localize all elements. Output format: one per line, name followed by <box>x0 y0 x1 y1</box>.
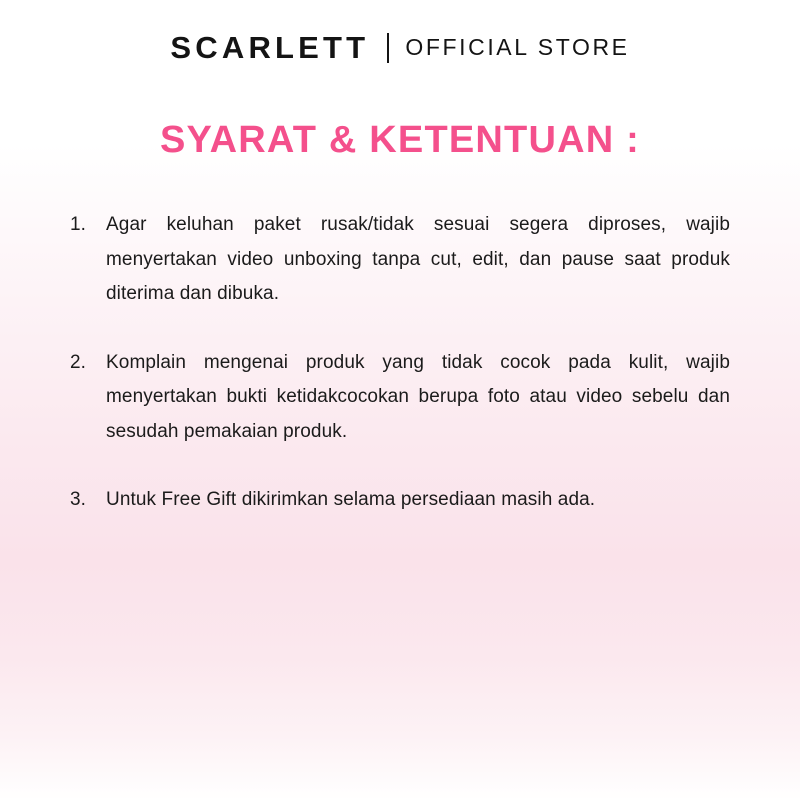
list-item-number: 3. <box>70 489 86 511</box>
list-item-text: Komplain mengenai produk yang tidak cocok pada kulit, wajib menyertakan bukti ketidakcocokan berupa foto atau video sebelu dan sesudah pemakaian produk. <box>106 351 730 442</box>
list-item <box>70 483 730 518</box>
page-title: SYARAT & KETENTUAN : <box>159 119 641 161</box>
brand-divider-icon <box>387 33 389 63</box>
brand-header <box>0 0 800 63</box>
list-item-number: 2. <box>70 351 86 373</box>
brand-name: SCARLETT <box>170 30 370 65</box>
list-item <box>70 208 730 312</box>
terms-list <box>70 208 730 518</box>
list-item-text: Agar keluhan paket rusak/tidak sesuai segera diproses, wajib menyertakan video unboxing tanpa cut, edit, dan pause saat produk diterima dan dibuka. <box>106 214 730 305</box>
list-item-text: Untuk Free Gift dikirimkan selama persediaan masih ada. <box>106 489 596 511</box>
brand-subtitle: OFFICIAL STORE <box>405 34 630 60</box>
list-item <box>70 346 730 450</box>
list-item-number: 1. <box>70 214 86 235</box>
